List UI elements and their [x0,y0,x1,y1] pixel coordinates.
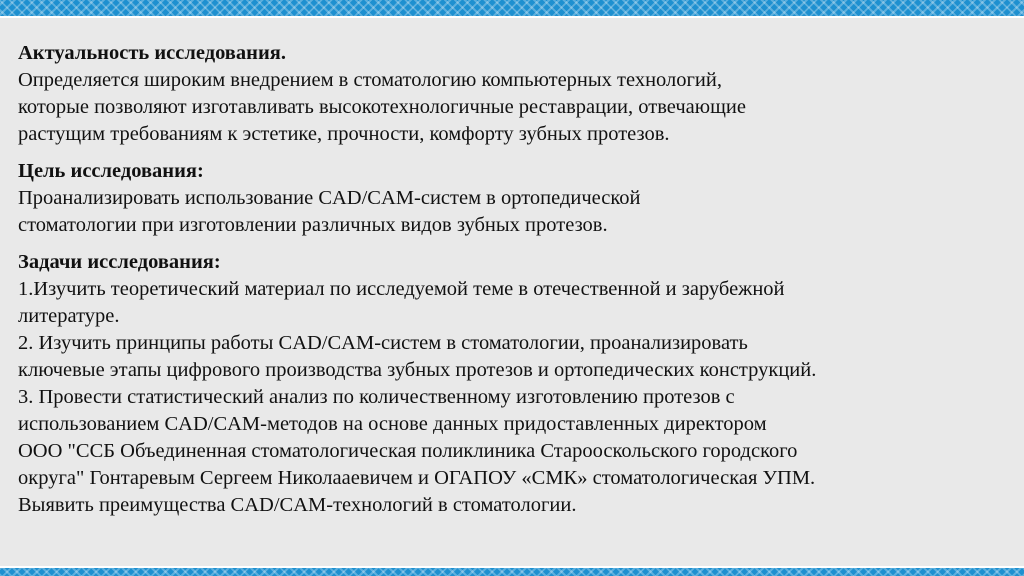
text-line: стоматологии при изготовлении различных видов зубных протезов. [18,214,608,236]
slide-content [18,40,1022,519]
text-line: литературе. [18,305,120,327]
section-heading: Цель исследования: [18,160,204,182]
text-line: Определяется широким внедрением в стоматологию компьютерных технологий, [18,69,722,91]
text-line: 1.Изучить теоретический материал по исследуемой теме в отечественной и зарубежной [18,278,785,300]
section-heading: Актуальность исследования. [18,42,286,64]
text-line: ООО "ССБ Объединенная стоматологическая поликлиника Старооскольского городского [18,440,798,462]
section-relevance [18,40,1022,148]
text-line: использованием CAD/CAM-методов на основе данных придоставленных директором [18,413,767,435]
text-line: 2. Изучить принципы работы CAD/CAM-систем в стоматологии, проанализировать [18,332,748,354]
text-line: 3. Провести статистический анализ по количественному изготовлению протезов с [18,386,735,408]
text-line: Выявить преимущества CAD/CAM-технологий в стоматологии. [18,494,577,516]
text-line: ключевые этапы цифрового производства зубных протезов и ортопедических конструкций. [18,359,817,381]
section-heading: Задачи исследования: [18,251,221,273]
slide-panel [0,16,1024,568]
section-goal [18,158,1022,239]
text-line: Проанализировать использование CAD/CAM-систем в ортопедической [18,187,641,209]
text-line: растущим требованиям к эстетике, прочности, комфорту зубных протезов. [18,123,670,145]
text-line: округа" Гонтаревым Сергеем Николаaевичем и ОГАПОУ «СМК» стоматологическая УПМ. [18,467,816,489]
section-tasks [18,249,1022,519]
text-line: которые позволяют изготавливать высокотехнологичные реставрации, отвечающие [18,96,746,118]
